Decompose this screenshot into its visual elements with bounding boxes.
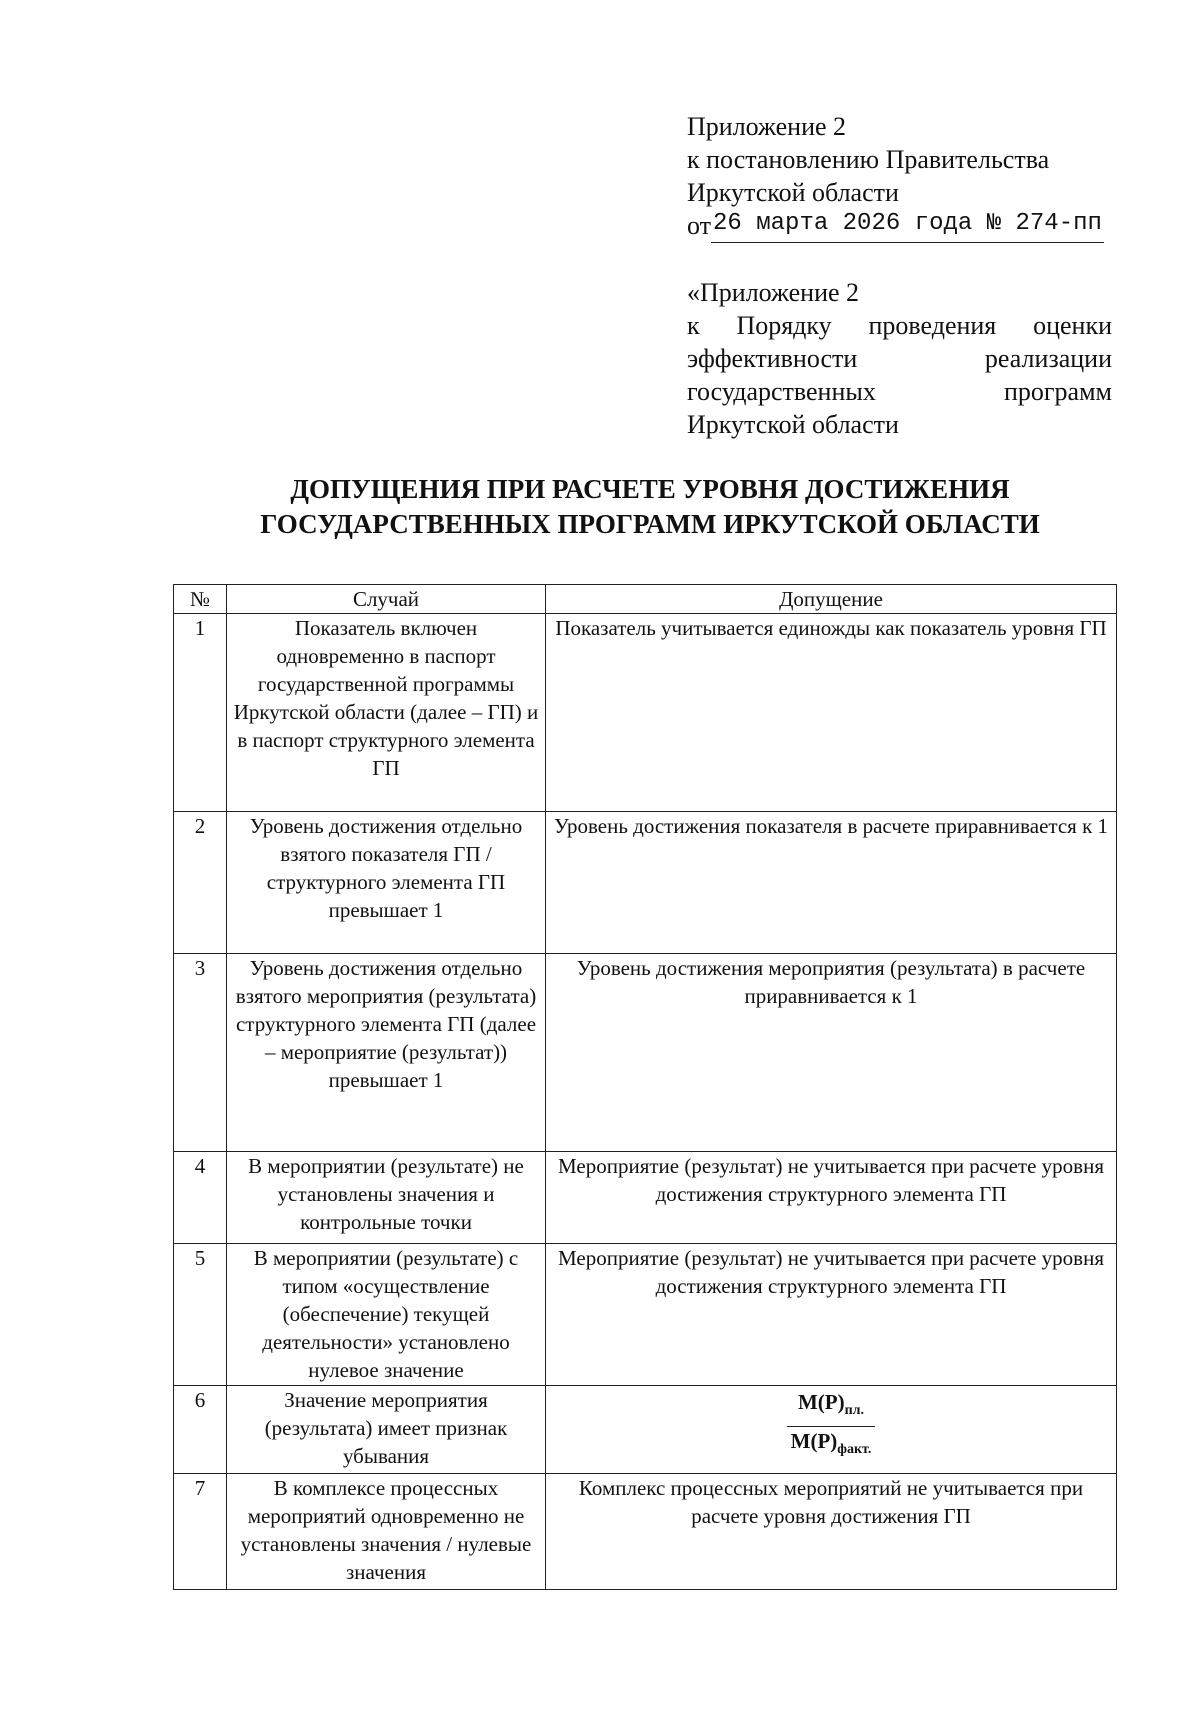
assumptions-table: [173, 584, 1117, 1590]
row-num: 3: [174, 954, 227, 1152]
row-rule: Уровень достижения показателя в расчете приравнивается к 1: [546, 812, 1117, 954]
title-line-2: ГОСУДАРСТВЕННЫХ ПРОГРАММ ИРКУТСКОЙ ОБЛАСТИ: [260, 509, 1040, 539]
row-case: Уровень достижения отдельно взятого мероприятия (результата) структурного элемента ГП (далее – мероприятие (результат)) превышает 1: [227, 954, 546, 1152]
appendix-line-1: «Приложение 2: [687, 278, 860, 307]
table-row: [174, 1244, 1117, 1386]
date-prefix: от: [687, 211, 712, 240]
row-case: Уровень достижения отдельно взятого показателя ГП / структурного элемента ГП превышает 1: [227, 812, 546, 954]
header-case: Случай: [227, 585, 546, 614]
appendix-reference: [687, 276, 1112, 441]
row-rule: Уровень достижения мероприятия (результата) в расчете приравнивается к 1: [546, 954, 1117, 1152]
header-rule: Допущение: [546, 585, 1117, 614]
row-case: Показатель включен одновременно в паспорт государственной программы Иркутской области (далее – ГП) и в паспорт структурного элемента ГП: [227, 614, 546, 812]
row-num: 5: [174, 1244, 227, 1386]
row-num: 2: [174, 812, 227, 954]
appendix-header: [687, 110, 1107, 246]
formula-denominator: $М(Р)_{факт.}$: [790, 1429, 872, 1458]
header-line-3: Иркутской области: [687, 178, 899, 207]
row-case: В комплексе процессных мероприятий одновременно не установлены значения / нулевые значения: [227, 1474, 546, 1590]
document-title: [150, 472, 1150, 542]
row-case: В мероприятии (результате) не установлены значения и контрольные точки: [227, 1152, 546, 1244]
header-line-2: к постановлению Правительства: [687, 145, 1050, 174]
row-rule: Мероприятие (результат) не учитывается при расчете уровня достижения структурного элемента ГП: [546, 1152, 1117, 1244]
row-num: 6: [174, 1386, 227, 1474]
table-row: [174, 1386, 1117, 1474]
header-line-1: Приложение 2: [687, 112, 847, 141]
row-num: 4: [174, 1152, 227, 1244]
table-row: [174, 1474, 1117, 1590]
decreasing-formula: [787, 1386, 876, 1464]
header-date-line: [687, 209, 1107, 246]
appendix-line-4: государственных программ: [687, 377, 1112, 406]
row-num: 1: [174, 614, 227, 812]
row-num: 7: [174, 1474, 227, 1590]
table-row: [174, 1152, 1117, 1244]
row-rule: Комплекс процессных мероприятий не учитывается при расчете уровня достижения ГП: [546, 1474, 1117, 1590]
row-case: Значение мероприятия (результата) имеет признак убывания: [227, 1386, 546, 1474]
date-value: 26 марта 2026 года № 274-пп: [711, 207, 1104, 243]
appendix-line-3: эффективности реализации: [687, 344, 1112, 373]
appendix-line-2: к Порядку проведения оценки: [687, 311, 1112, 340]
header-num: №: [174, 585, 227, 614]
table-row: [174, 614, 1117, 812]
title-line-1: ДОПУЩЕНИЯ ПРИ РАСЧЕТЕ УРОВНЯ ДОСТИЖЕНИЯ: [290, 474, 1010, 504]
row-rule: Мероприятие (результат) не учитывается при расчете уровня достижения структурного элемента ГП: [546, 1244, 1117, 1386]
table-header-row: [174, 585, 1117, 614]
row-case: В мероприятии (результате) с типом «осуществление (обеспечение) текущей деятельности» установлено нулевое значение: [227, 1244, 546, 1386]
row-rule-formula: [546, 1386, 1117, 1474]
row-rule: Показатель учитывается единожды как показатель уровня ГП: [546, 614, 1117, 812]
table-row: [174, 812, 1117, 954]
appendix-line-5: Иркутской области: [687, 410, 899, 439]
formula-numerator: $М(Р)_{пл.}$: [787, 1388, 876, 1427]
table-row: [174, 954, 1117, 1152]
